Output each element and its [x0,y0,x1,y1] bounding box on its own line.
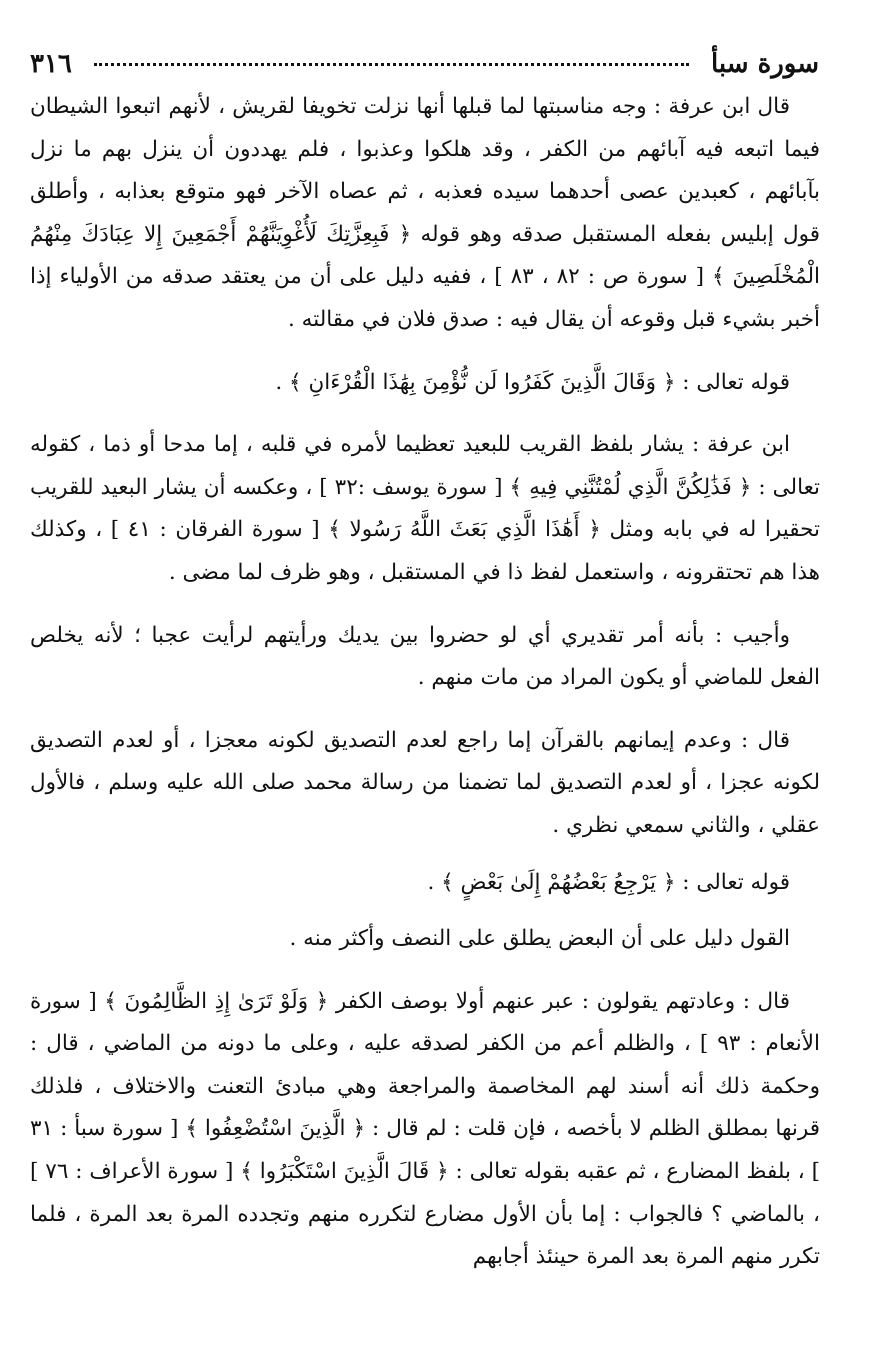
surah-title: سورة سبأ [711,49,819,79]
header-dotted-rule [94,63,689,66]
paragraph-wrongdoers: قال : وعادتهم يقولون : عبر عنهم أولا بوصف الكفر ﴿ وَلَوْ تَرَىٰ إِذِ الظَّالِمُونَ ﴾ [ سورة الأنعام : ٩٣ ] ، والظلم أعم من الكفر لصدقه عليه ، وعلى ما دونه من الماضي ، قال : وحكمة ذلك أنه أسند لهم المخاصمة والمراجعة وهي مبادئ التعنت والاختلاف ، فلذلك قرنها بمطلق الظلم لا بأخصه ، فإن قلت : لم قال : ﴿ الَّذِينَ اسْتُضْعِفُوا ﴾ [ سورة سبأ : ٣١ ] ، بلفظ المضارع ، ثم عقبه بقوله تعالى : ﴿ قَالَ الَّذِينَ اسْتَكْبَرُوا ﴾ [ سورة الأعراف : ٧٦ ] ، بالماضي ؟ فالجواب : إما بأن الأول مضارع لتكرره منهم وتجدده المرة بعد المرة ، فلما تكرر منهم المرة بعد المرة حينئذ أجابهم [30,988,820,1270]
paragraph-some-half: القول دليل على أن البعض يطلق على النصف وأكثر منه . [289,926,790,952]
page-number: ٣١٦ [30,49,72,79]
paragraph-verse-heading-1: قوله تعالى : ﴿ وَقَالَ الَّذِينَ كَفَرُوا لَن نُّؤْمِنَ بِهَٰذَا الْقُرْءَانِ ﴾ . [275,369,790,395]
paragraph-disbelief-quran: قال : وعدم إيمانهم بالقرآن إما راجع لعدم التصديق لكونه معجزا ، أو لعدم التصديق لكونه عجزا ، أو لعدم التصديق لما تضمنا من رسالة محمد صلى الله عليه وسلم ، فالأول عقلي ، والثاني سمعي نظري . [30,727,820,838]
page-body [30,86,820,1279]
paragraph-near-far-reference: ابن عرفة : يشار بلفظ القريب للبعيد تعظيما لأمره في قلبه ، إما مدحا أو ذما ، كقوله تعالى : ﴿ فَذَٰلِكُنَّ الَّذِي لُمْتُنَّنِي فِيهِ ﴾ [ سورة يوسف :٣٢ ] ، وعكسه أن يشار البعيد للقريب تحقيرا له في بابه ومثل ﴿ أَهَٰذَا الَّذِي بَعَثَ اللَّهُ رَسُولا ﴾ [ سورة الفرقان : ٤١ ] ، وكذلك هذا هم تحتقرونه ، واستعمل لفظ ذا في المستقبل ، وهو ظرف لما مضى . [30,432,821,585]
page-header [30,44,819,84]
paragraph-ibn-arafa-intro: قال ابن عرفة : وجه مناسبتها لما قبلها أنها نزلت تخويفا لقريش ، لأنهم اتبعوا الشيطان فيما اتبعه فيه آبائهم من الكفر ، وقد هلكوا وعذبوا ، فلم يهددون أن ينزل بهم ما نزل بآبائهم ، كعبدين عصى أحدهما سيده فعذبه ، ثم عصاه الآخر فهو متوقع بعذابه ، وأطلق قول إبليس بفعله المستقبل صدقه وهو قوله ﴿ فَبِعِزَّتِكَ لَأُغْوِيَنَّهُمْ أَجْمَعِينَ إِلا عِبَادَكَ مِنْهُمُ الْمُخْلَصِينَ ﴾ [ سورة ص : ٨٢ ، ٨٣ ] ، ففيه دليل على أن من يعتقد صدقه من الأولياء إذا أخبر بشيء قبل وقوعه أن يقال فيه : صدق فلان في مقالته . [30,94,820,332]
paragraph-verse-heading-2: قوله تعالى : ﴿ يَرْجِعُ بَعْضُهُمْ إِلَىٰ بَعْضٍ ﴾ . [427,869,790,895]
paragraph-answer: وأجيب : بأنه أمر تقديري أي لو حضروا بين يديك ورأيتهم لرأيت عجبا ؛ لأنه يخلص الفعل للماضي أو يكون المراد من مات منهم . [30,622,820,691]
